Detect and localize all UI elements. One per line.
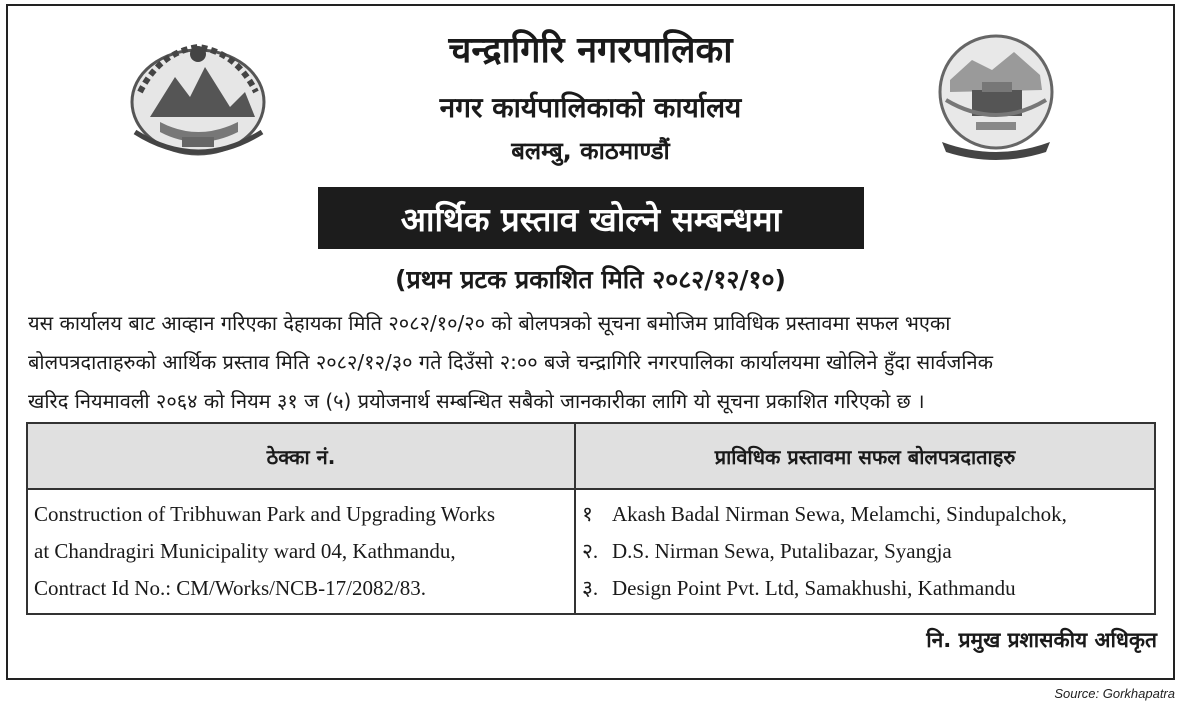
table-header-row	[27, 423, 1155, 489]
list-item	[582, 496, 1148, 533]
column-header-contract: ठेक्का नं.	[27, 423, 575, 489]
office-address: बलम्बु, काठमाण्डौं	[511, 137, 670, 165]
municipality-title: चन्द्रागिरि नगरपालिका	[448, 30, 733, 71]
bidder-name: Akash Badal Nirman Sewa, Melamchi, Sindupalchok,	[612, 502, 1067, 526]
contract-cell	[27, 489, 575, 614]
notice-body	[28, 304, 1156, 421]
contract-line: Contract Id No.: CM/Works/NCB-17/2082/83.	[34, 576, 427, 600]
notice-banner: आर्थिक प्रस्ताव खोल्ने सम्बन्धमा	[318, 187, 864, 249]
bidder-name: D.S. Nirman Sewa, Putalibazar, Syangja	[612, 539, 952, 563]
bidder-number: २.	[582, 539, 599, 563]
source-credit: Source: Gorkhapatra	[1054, 686, 1175, 701]
list-item	[582, 533, 1148, 570]
bidder-name: Design Point Pvt. Ltd, Samakhushi, Kathmandu	[612, 576, 1016, 600]
list-item	[582, 570, 1148, 607]
notice-body-line: खरिद नियमावली २०६४ को नियम ३१ ज (५) प्रयोजनार्थ सम्बन्धित सबैको जानकारीका लागि यो सूचना प्रकाशित गरिएको छ ।	[28, 389, 925, 413]
publication-date: (प्रथम प्रटक प्रकाशित मिति २०८२/१२/१०)	[395, 265, 786, 294]
contract-line: Construction of Tribhuwan Park and Upgrading Works	[34, 502, 496, 526]
notice-body-line: यस कार्यालय बाट आव्हान गरिएका देहायका मिति २०८२/१०/२० को बोलपत्रको सूचना बमोजिम प्राविधिक प्रस्तावमा सफल भएका	[28, 311, 951, 335]
bid-table	[26, 422, 1156, 615]
bidder-number: १	[582, 502, 593, 526]
table-row	[27, 489, 1155, 614]
bidder-number: ३.	[582, 576, 599, 600]
contract-line: at Chandragiri Municipality ward 04, Kathmandu,	[34, 539, 456, 563]
office-subtitle: नगर कार्यपालिकाको कार्यालय	[439, 91, 742, 124]
signature: नि. प्रमुख प्रशासकीय अधिकृत	[926, 628, 1157, 652]
column-header-bidders: प्राविधिक प्रस्तावमा सफल बोलपत्रदाताहरु	[575, 423, 1155, 489]
notice-body-line: बोलपत्रदाताहरुको आर्थिक प्रस्ताव मिति २०८२/१२/३० गते दिउँसो २:०० बजे चन्द्रागिरि नगरपालिका कार्यालयमा खोलिने हुँदा सार्वजनिक	[28, 350, 993, 374]
bidders-cell	[575, 489, 1155, 614]
